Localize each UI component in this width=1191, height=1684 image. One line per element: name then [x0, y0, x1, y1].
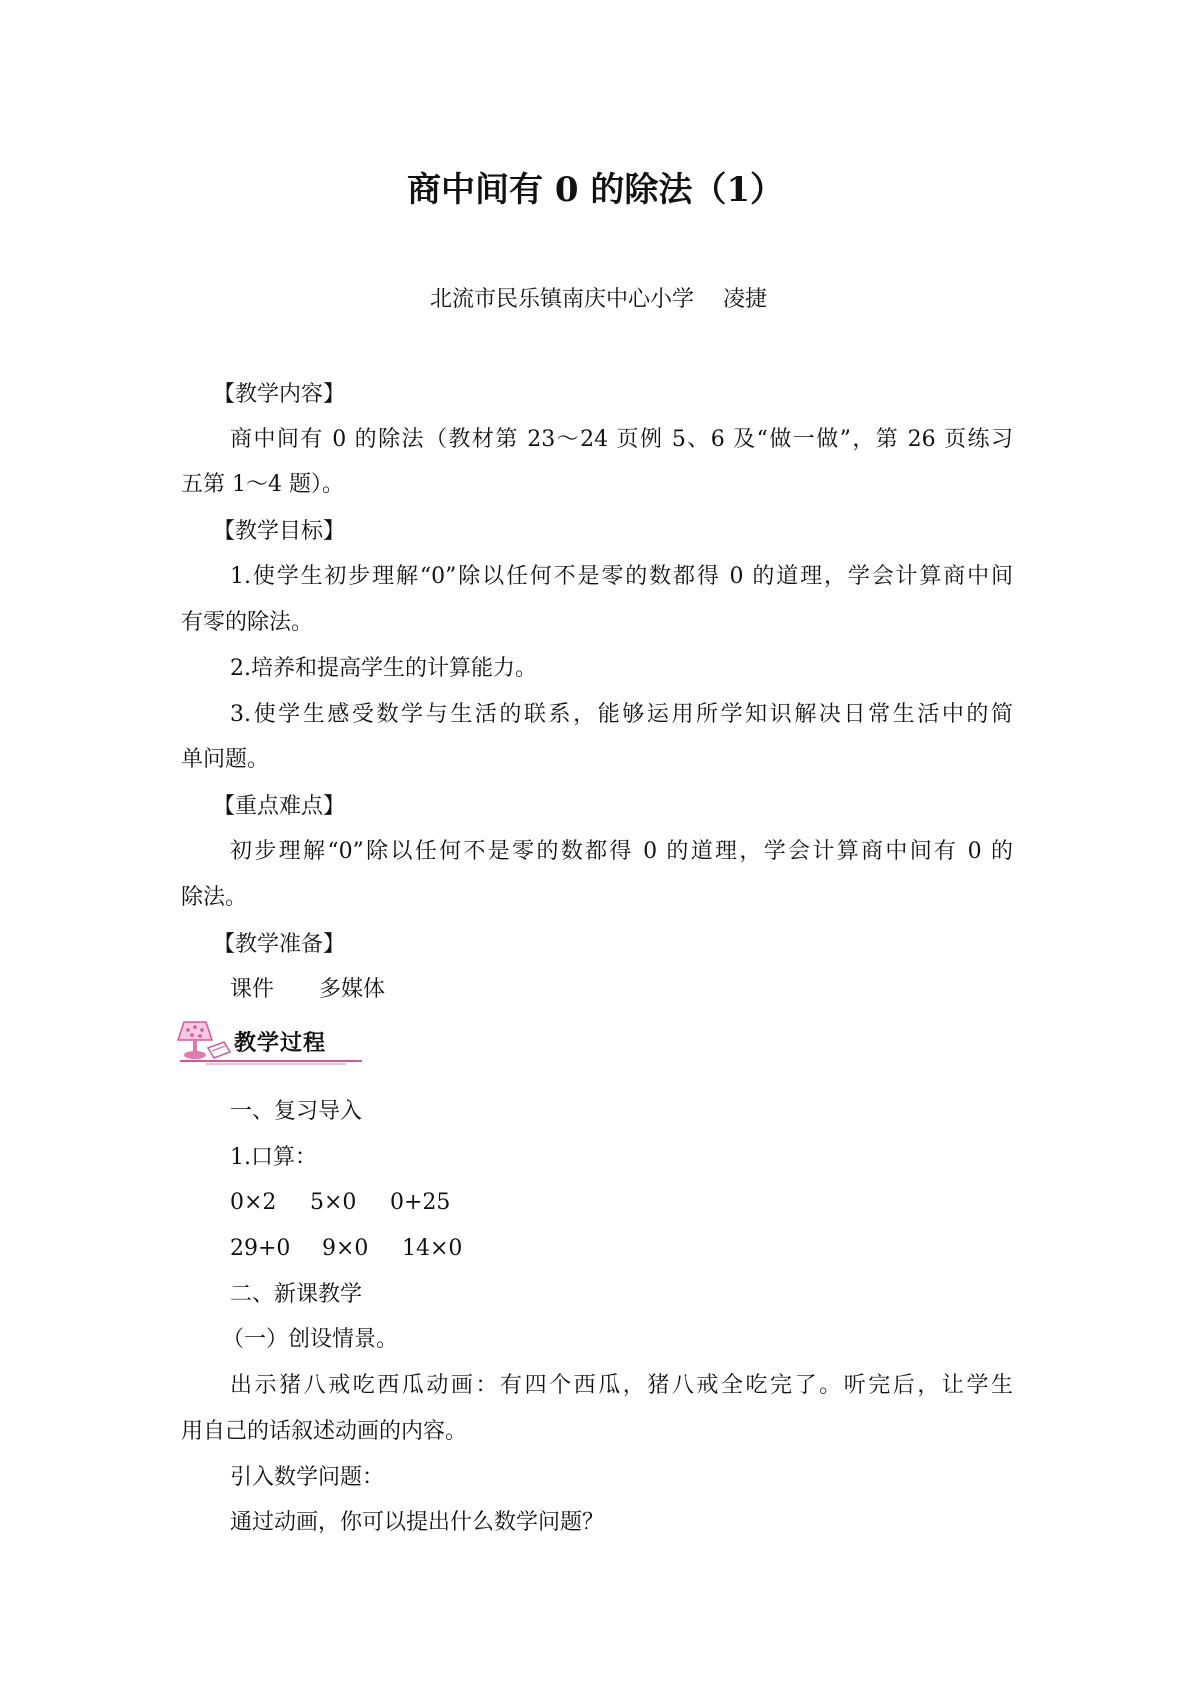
- intro-question-heading: 引入数学问题：: [230, 1465, 385, 1490]
- section-header-goals: 【教学目标】: [213, 519, 346, 544]
- process-section-1: 一、复习导入: [230, 1099, 363, 1124]
- content-text-line1: 商中间有 0 的除法（教材第 23～24 页例 5、6 及“做一做”，第 26 页练习: [230, 427, 1013, 452]
- calc-item: 14×0: [402, 1236, 463, 1261]
- calc-item: 0×2: [230, 1190, 277, 1215]
- key-points-line2: 除法。: [181, 885, 248, 910]
- goal-3-line2: 单问题。: [181, 747, 270, 772]
- oral-calc-heading: 1.口算：: [230, 1145, 317, 1170]
- story-line2: 用自己的话叙述动画的内容。: [181, 1419, 468, 1444]
- goal-1-line1: 1.使学生初步理解“0”除以任何不是零的数都得 0 的道理，学会计算商中间: [230, 564, 1013, 589]
- calc-item: 29+0: [230, 1236, 291, 1261]
- calc-item: 0+25: [390, 1190, 451, 1215]
- goal-1-line2: 有零的除法。: [181, 610, 314, 635]
- key-points-line1: 初步理解“0”除以任何不是零的数都得 0 的道理，学会计算商中间有 0 的: [230, 839, 1013, 864]
- goal-3-line1: 3.使学生感受数学与生活的联系，能够运用所学知识解决日常生活中的简: [230, 702, 1013, 727]
- process-section-2a: （一）创设情景。: [222, 1327, 399, 1352]
- intro-question: 通过动画，你可以提出什么数学问题？: [230, 1510, 605, 1535]
- author-line: [0, 285, 1191, 315]
- author-name: 凌捷: [723, 287, 768, 312]
- process-section-2: 二、新课教学: [230, 1282, 363, 1307]
- prep-item-multimedia: 多媒体: [319, 977, 386, 1002]
- prep-item-courseware: 课件: [230, 977, 275, 1002]
- process-banner: [176, 1018, 366, 1066]
- page-title: 商中间有 0 的除法（1）: [407, 170, 784, 210]
- process-banner-label: 教学过程: [234, 1031, 327, 1056]
- author-school: 北流市民乐镇南庆中心小学: [429, 287, 694, 312]
- story-line1: 出示猪八戒吃西瓜动画：有四个西瓜，猪八戒全吃完了。听完后，让学生: [230, 1373, 1013, 1398]
- content-text-line2: 五第 1～4 题）。: [181, 472, 344, 497]
- calc-row-1: [230, 1188, 450, 1218]
- section-header-key-points: 【重点难点】: [213, 794, 346, 819]
- prep-items: [230, 975, 385, 1005]
- calc-item: 9×0: [322, 1236, 369, 1261]
- section-header-prep: 【教学准备】: [213, 932, 346, 957]
- section-header-content: 【教学内容】: [213, 382, 346, 407]
- goal-2: 2.培养和提高学生的计算能力。: [230, 656, 537, 681]
- calc-row-2: [230, 1234, 462, 1264]
- calc-item: 5×0: [310, 1190, 357, 1215]
